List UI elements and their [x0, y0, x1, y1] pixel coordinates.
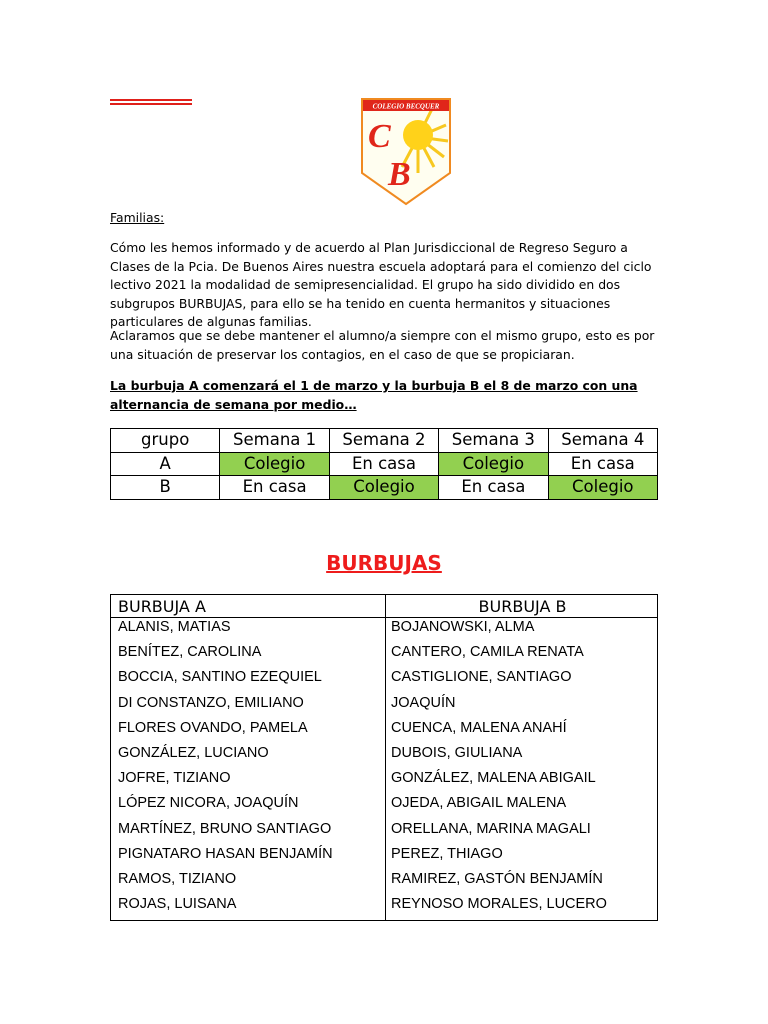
schedule-header: Semana 2	[329, 429, 438, 453]
schedule-header-row	[111, 429, 658, 453]
student-name: DUBOIS, GIULIANA	[391, 744, 523, 761]
student-name: OJEDA, ABIGAIL MALENA	[391, 795, 567, 812]
student-name: BENÍTEZ, CAROLINA	[118, 644, 262, 661]
student-name: CUENCA, MALENA ANAHÍ	[391, 719, 567, 736]
burbuja-a-list	[118, 617, 333, 919]
schedule-header: Semana 3	[439, 429, 548, 453]
schedule-table	[110, 428, 658, 500]
schedule-cell: En casa	[329, 452, 438, 476]
student-name: RAMOS, TIZIANO	[118, 870, 237, 887]
schedule-row-a	[111, 452, 658, 476]
schedule-header: Semana 1	[220, 429, 329, 453]
student-name: ROJAS, LUISANA	[118, 896, 237, 913]
student-name: CANTERO, CAMILA RENATA	[391, 644, 584, 661]
student-name: PIGNATARO HASAN BENJAMÍN	[118, 845, 333, 862]
student-name: FLORES OVANDO, PAMELA	[118, 719, 308, 736]
student-name: ALANIS, MATIAS	[118, 619, 231, 635]
header-red-line-top	[110, 99, 192, 101]
logo-text: COLEGIO BECQUER	[372, 102, 440, 111]
greeting: Familias:	[110, 210, 165, 225]
schedule-cell: Colegio	[329, 476, 438, 500]
burbuja-a-header: BURBUJA A	[118, 597, 206, 616]
burbujas-table	[110, 594, 658, 921]
paragraph-alternancia: La burbuja A comenzará el 1 de marzo y la burbuja B el 8 de marzo con una alternancia de semana por medio…	[110, 378, 638, 412]
burbujas-title: BURBUJAS	[326, 551, 442, 575]
student-name: ORELLANA, MARINA MAGALI	[391, 820, 591, 837]
logo-letter-c: C	[368, 118, 391, 155]
student-name: REYNOSO MORALES, LUCERO	[391, 896, 607, 913]
schedule-header: grupo	[111, 429, 220, 453]
burbuja-b-list	[391, 617, 607, 919]
student-name: PEREZ, THIAGO	[391, 845, 503, 862]
student-name: GONZÁLEZ, MALENA ABIGAIL	[391, 770, 596, 787]
burbuja-b-header: BURBUJA B	[478, 597, 567, 616]
schedule-cell: En casa	[439, 476, 548, 500]
school-logo	[360, 97, 452, 207]
schedule-cell: Colegio	[220, 452, 329, 476]
paragraph-grupo: Aclaramos que se debe mantener el alumno/a siempre con el mismo grupo, esto es por una situación de preservar los contagios, en el caso de que se propiciaran.	[110, 328, 655, 362]
student-name: BOJANOWSKI, ALMA	[391, 619, 535, 635]
student-name: DI CONSTANZO, EMILIANO	[118, 694, 304, 711]
student-name: RAMIREZ, GASTÓN BENJAMÍN	[391, 870, 603, 887]
schedule-cell: En casa	[548, 452, 657, 476]
schedule-row-b	[111, 476, 658, 500]
column-divider	[385, 595, 386, 920]
student-name: JOFRE, TIZIANO	[118, 770, 231, 787]
schedule-cell: A	[111, 452, 220, 476]
schedule-cell: Colegio	[439, 452, 548, 476]
logo-letter-b: B	[388, 156, 411, 193]
schedule-cell: En casa	[220, 476, 329, 500]
student-name: BOCCIA, SANTINO EZEQUIEL	[118, 669, 322, 686]
student-name: GONZÁLEZ, LUCIANO	[118, 744, 269, 761]
schedule-header: Semana 4	[548, 429, 657, 453]
student-name: LÓPEZ NICORA, JOAQUÍN	[118, 795, 299, 812]
schedule-cell: B	[111, 476, 220, 500]
student-name: CASTIGLIONE, SANTIAGO	[391, 669, 572, 686]
header-red-line-bottom	[110, 103, 192, 105]
schedule-cell: Colegio	[548, 476, 657, 500]
student-name: JOAQUÍN	[391, 694, 456, 711]
paragraph-plan: Cómo les hemos informado y de acuerdo al Plan Jurisdiccional de Regreso Seguro a Clases de la Pcia. De Buenos Aires nuestra escuela adoptará para el comienzo del ciclo lectivo 2021 la modalidad de semipresencialidad. El grupo ha sido dividido en dos subgrupos BURBUJAS, para ello se ha tenido en cuenta hermanitos y situaciones particulares de algunas familias.	[110, 240, 652, 330]
student-name: MARTÍNEZ, BRUNO SANTIAGO	[118, 820, 332, 837]
